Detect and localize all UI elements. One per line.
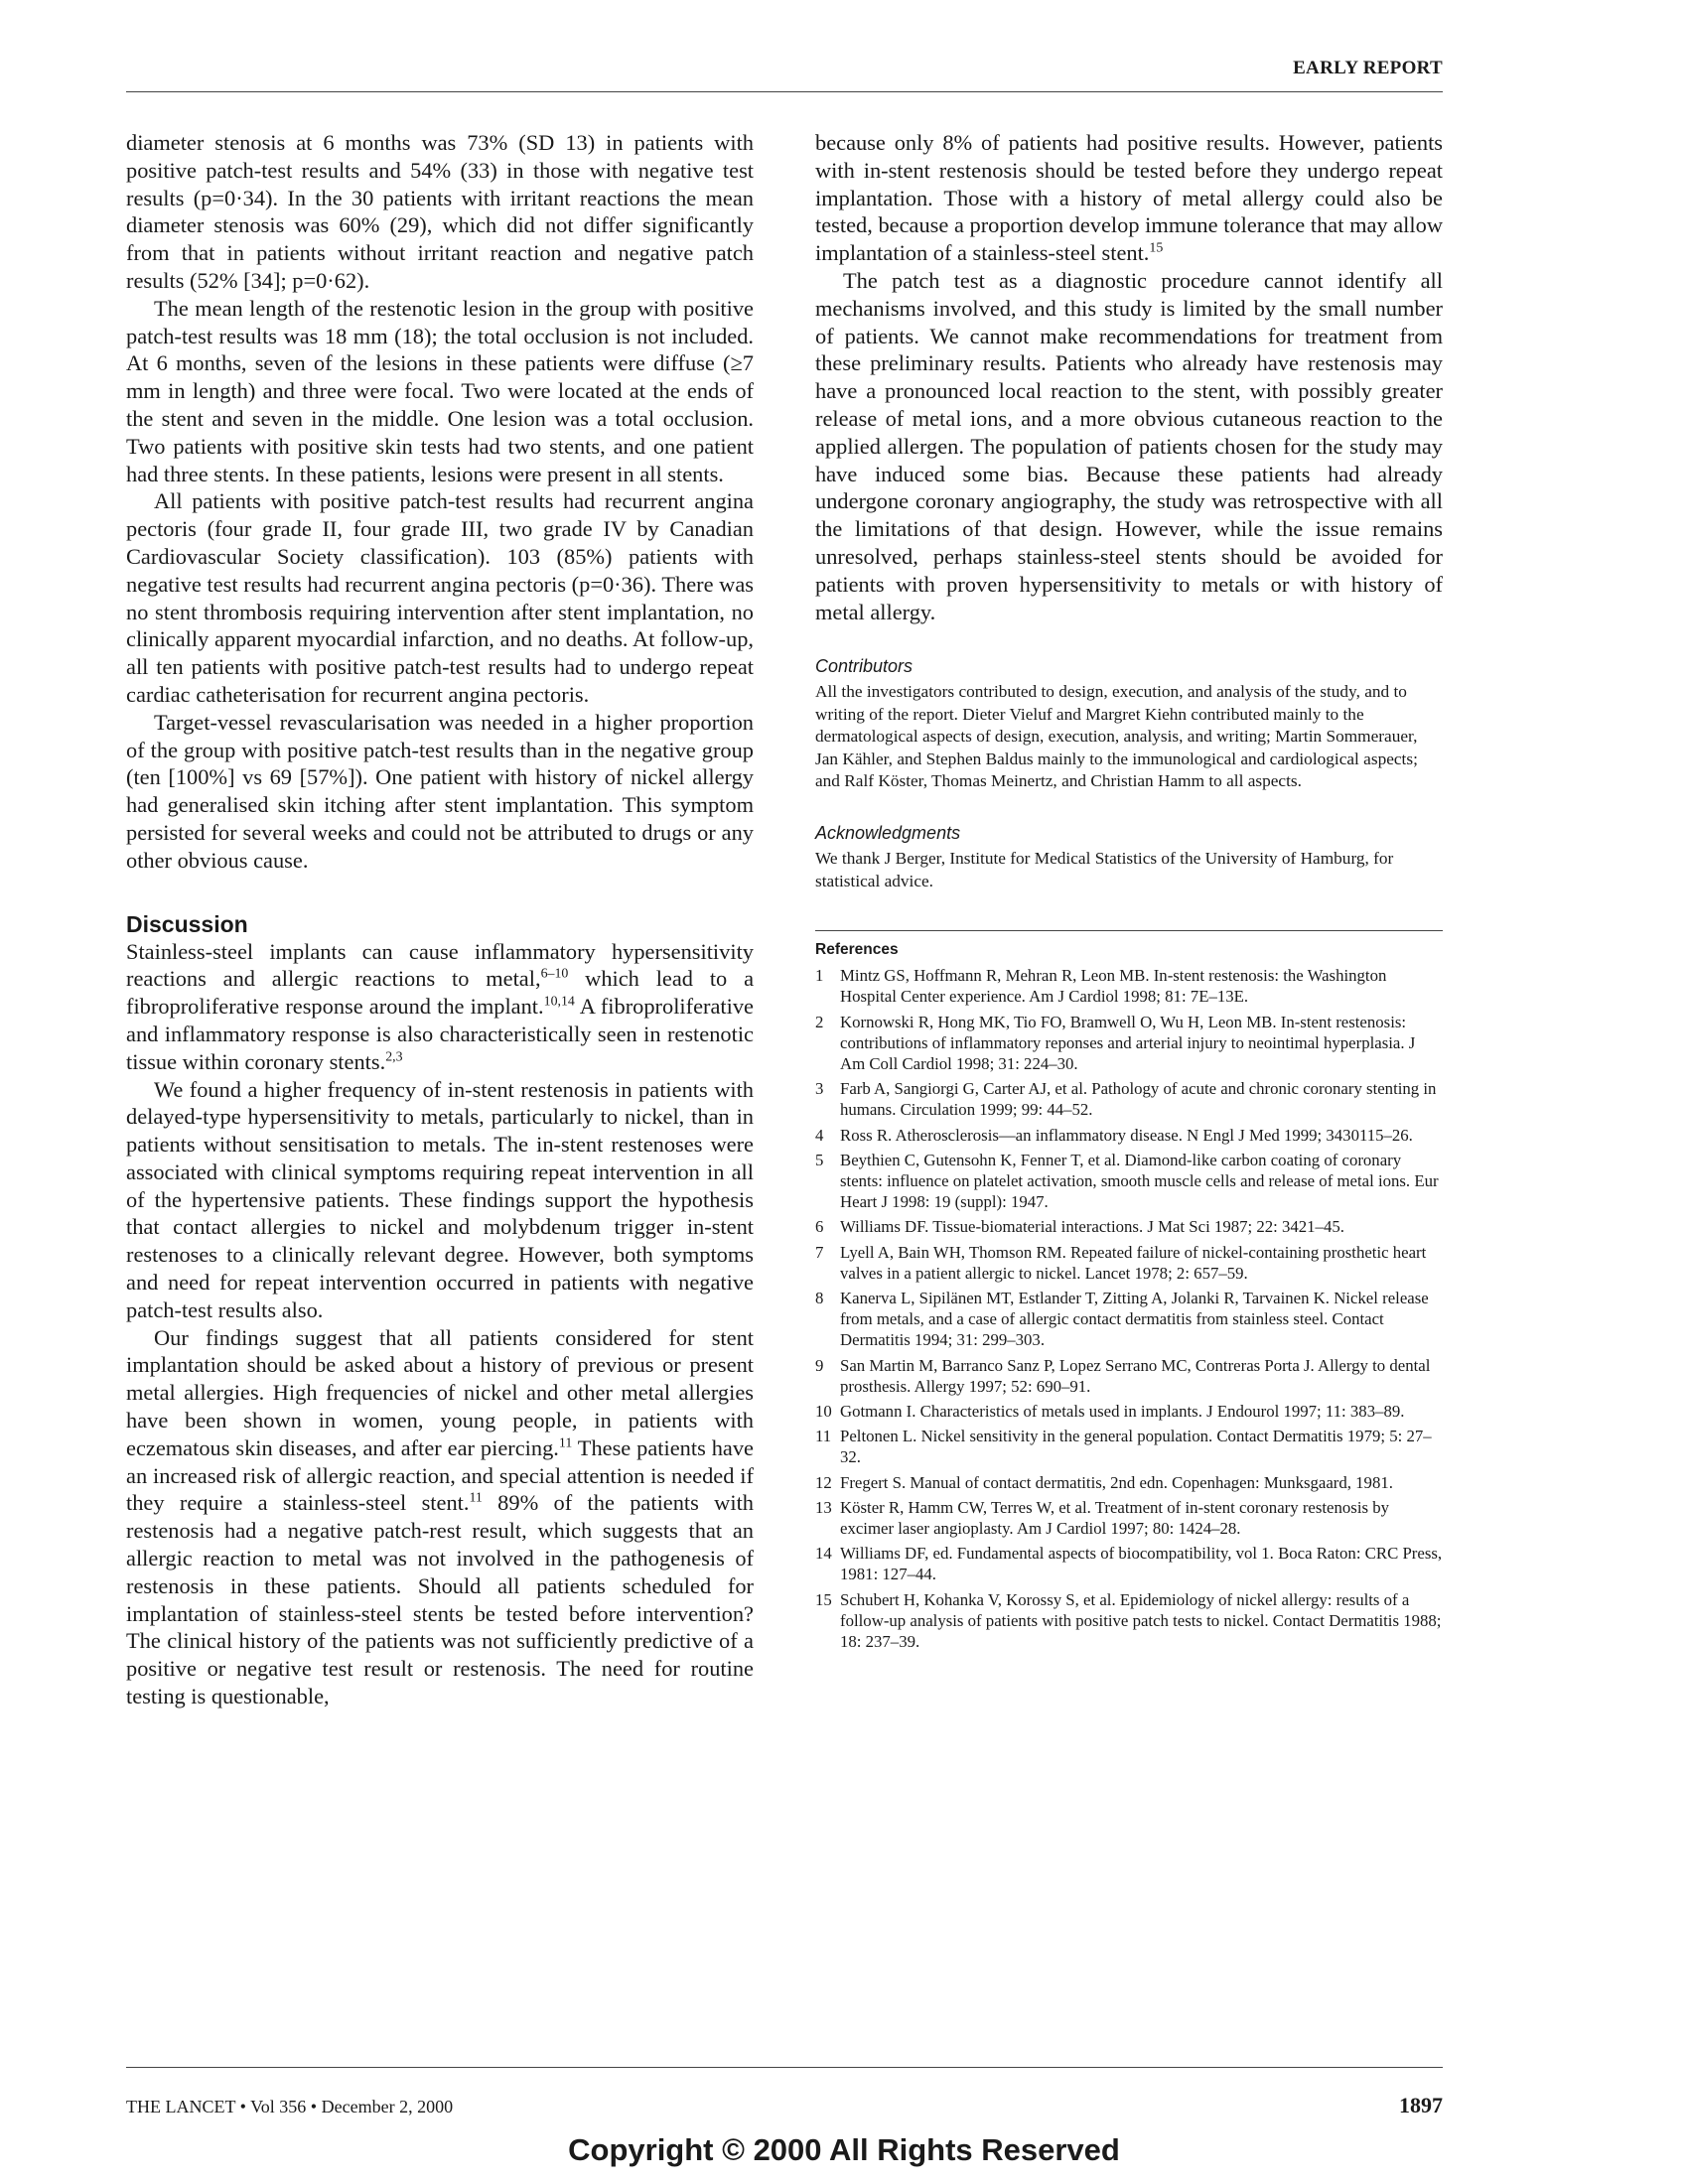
reference-number: 11 (815, 1427, 832, 1446)
results-paragraph: The mean length of the restenotic lesion in the group with positive patch-test results was 18 mm (18); the total occlusion is not included. At 6 months, seven of the lesions in these patients were diffuse (≥7 mm in length) and three were focal. Two were located at the ends of the stent and seven in the middle. One lesion was a total occlusion. Two patients with positive skin tests had two stents, and one patient had three stents. In these patients, lesions were present in all stents. (126, 295, 754, 486)
text-run: which lead to a fibroproliferative response around the implant. (126, 966, 755, 1020)
reference-item (815, 1242, 1443, 1284)
contributors-text: All the investigators contributed to design, execution, and analysis of the study, and to writing of the report. Dieter Vieluf and Margret Kiehn contributed mainly to the dermatological aspects of design, execution, analysis, and writing; Martin Sommerauer, Jan Kähler, and Stephen Baldus mainly to the immunological and cardiological aspects; and Ralf Köster, Thomas Meinertz, and Christian Hamm to all aspects. (815, 682, 1418, 790)
reference-number: 13 (815, 1497, 832, 1517)
reference-text: Gotmann I. Characteristics of metals used in implants. J Endourol 1997; 11: 383–89. (840, 1402, 1405, 1422)
reference-item (815, 1150, 1443, 1213)
reference-text: Beythien C, Gutensohn K, Fenner T, et al. Diamond-like carbon coating of coronary stents: influence on platelet activation, smooth muscle cells and release of metal ions. Eur Heart J 1998: 19 (suppl): 1947. (840, 1150, 1439, 1212)
right-column (815, 129, 1443, 1656)
reference-number: 8 (815, 1289, 824, 1308)
reference-text: Peltonen L. Nickel sensitivity in the general population. Contact Dermatitis 1979; 5: 27–32. (840, 1427, 1432, 1467)
reference-text: Fregert S. Manual of contact dermatitis, 2nd edn. Copenhagen: Munksgaard, 1981. (840, 1472, 1393, 1492)
reference-number: 10 (815, 1402, 832, 1422)
reference-item (815, 1078, 1443, 1120)
reference-item (815, 1543, 1443, 1584)
reference-item (815, 1355, 1443, 1397)
reference-number: 4 (815, 1125, 824, 1145)
citation-superscript: 2,3 (385, 1049, 403, 1065)
citation-superscript: 10,14 (543, 994, 575, 1010)
references-list (815, 965, 1443, 1652)
text-run: These patients have an increased risk of allergic reaction, and special attention is needed if they require a stainless-steel stent. (126, 1434, 754, 1516)
reference-text: Williams DF. Tissue-biomaterial interactions. J Mat Sci 1987; 22: 3421–45. (840, 1217, 1344, 1237)
reference-text: Williams DF, ed. Fundamental aspects of biocompatibility, vol 1. Boca Raton: CRC Press, 1981: 127–44. (840, 1544, 1443, 1584)
reference-number: 6 (815, 1217, 824, 1237)
text-run: because only 8% of patients had positive results. However, patients with in-stent restenosis should be tested before they undergo repeat implantation. Those with a history of metal allergy could also be tested, because a proportion develop immune tolerance that may allow implantation of a stainless-steel stent. (815, 130, 1443, 266)
reference-number: 2 (815, 1012, 824, 1031)
reference-item (815, 1216, 1443, 1237)
text-run: 89% of the patients with restenosis had a negative patch-rest result, which suggests that an allergic reaction to metal was not involved in the pathogenesis of restenosis in these patients. Should all patients scheduled for implantation of stainless-steel stents be tested before intervention? The clinical history of the patients was not sufficiently predictive of a positive or negative test result or restenosis. The need for routine testing is questionable, (126, 1490, 754, 1709)
acknowledgments-text: We thank J Berger, Institute for Medical Statistics of the University of Hamburg, for statistical advice. (815, 849, 1394, 890)
citation-superscript: 6–10 (540, 966, 569, 982)
references-heading: References (815, 941, 899, 959)
reference-item (815, 1589, 1443, 1653)
left-column (126, 129, 754, 1710)
reference-number: 9 (815, 1355, 824, 1375)
text-run: Our findings suggest that all patients considered for stent implantation should be asked about a history of previous or present metal allergies. High frequencies of nickel and other metal allergies have been shown in women, young people, in patients with eczematous skin diseases, and after ear piercing. (126, 1324, 754, 1460)
header-rule (126, 91, 1443, 92)
discussion-paragraph (815, 129, 1443, 267)
reference-number: 5 (815, 1150, 824, 1169)
reference-item (815, 1497, 1443, 1539)
reference-item (815, 965, 1443, 1007)
reference-number: 15 (815, 1589, 832, 1609)
text-run: A fibroproliferative and inflammatory response is also characteristically seen in restenotic tissue within coronary stents. (126, 994, 754, 1074)
reference-text: Ross R. Atherosclerosis—an inflammatory disease. N Engl J Med 1999; 3430115–26. (840, 1125, 1413, 1145)
text-run: Stainless-steel implants can cause inflammatory hypersensitivity reactions and allergic reactions to metal, (126, 938, 754, 992)
discussion-heading: Discussion (126, 910, 248, 937)
reference-text: Kanerva L, Sipilänen MT, Estlander T, Zitting A, Jolanki R, Tarvainen K. Nickel release from metals, and a case of allergic contact dermatitis from stainless steel. Contact Dermatitis 1994; 31: 299–303. (840, 1289, 1429, 1350)
reference-item (815, 1012, 1443, 1075)
citation-superscript: 11 (558, 1435, 573, 1451)
reference-text: Kornowski R, Hong MK, Tio FO, Bramwell O, Wu H, Leon MB. In-stent restenosis: contributions of inflammatory reponses and arterial injury to neointimal hyperplasia. J Am Coll Cardiol 1998; 31: 224–30. (840, 1012, 1416, 1073)
reference-number: 1 (815, 966, 824, 986)
discussion-paragraph (126, 1324, 754, 1710)
reference-text: Mintz GS, Hoffmann R, Mehran R, Leon MB. In-stent restenosis: the Washington Hospital Center experience. Am J Cardiol 1998; 81: 7E–13E. (840, 966, 1387, 1007)
reference-text: Farb A, Sangiorgi G, Carter AJ, et al. Pathology of acute and chronic coronary stenting in humans. Circulation 1999; 99: 44–52. (840, 1079, 1437, 1120)
reference-item (815, 1472, 1443, 1493)
results-paragraph: Target-vessel revascularisation was needed in a higher proportion of the group with positive patch-test results than in the negative group (ten [100%] vs 69 [57%]). One patient with history of nickel allergy had generalised skin itching after stent implantation. This symptom persisted for several weeks and could not be attributed to drugs or any other obvious cause. (126, 709, 754, 873)
reference-item (815, 1288, 1443, 1351)
acknowledgments-heading: Acknowledgments (815, 823, 961, 844)
citation-superscript: 15 (1149, 240, 1164, 256)
reference-number: 14 (815, 1544, 832, 1564)
reference-item (815, 1125, 1443, 1146)
reference-number: 3 (815, 1079, 824, 1099)
contributors-heading: Contributors (815, 656, 914, 677)
reference-item (815, 1426, 1443, 1467)
reference-text: San Martin M, Barranco Sanz P, Lopez Serrano MC, Contreras Porta J. Allergy to dental prosthesis. Allergy 1997; 52: 690–91. (840, 1355, 1431, 1396)
copyright-notice: Copyright © 2000 All Rights Reserved (568, 2132, 1120, 2167)
results-paragraph: All patients with positive patch-test results had recurrent angina pectoris (four grade II, four grade III, two grade IV by Canadian Cardiovascular Society classification). 103 (85%) patients with negative test results had recurrent angina pectoris (p=0·36). There was no stent thrombosis requiring intervention after stent implantation, no clinically apparent myocardial infarction, and no deaths. At follow-up, all ten patients with positive patch-test results had to undergo repeat cardiac catheterisation for recurrent angina pectoris. (126, 488, 754, 707)
reference-number: 7 (815, 1242, 824, 1262)
limitations-paragraph: The patch test as a diagnostic procedure cannot identify all mechanisms involved, and this study is limited by the small number of patients. We cannot make recommendations for treatment from these preliminary results. Patients who already have restenosis may have a pronounced local reaction to the stent, with possibly greater release of metal ions, and a more obvious cutaneous reaction to the applied allergen. The population of patients chosen for the study may have induced some bias. Because these patients had already undergone coronary angiography, the study was retrospective with all the limitations of that design. However, while the issue remains unresolved, perhaps stainless-steel stents should be avoided for patients with proven hypersensitivity to metals or with history of metal allergy. (815, 267, 1443, 624)
references-rule (815, 930, 1443, 931)
discussion-paragraph (126, 938, 754, 1076)
journal-citation: THE LANCET • Vol 356 • December 2, 2000 (126, 2097, 454, 2116)
citation-superscript: 11 (469, 1490, 483, 1506)
reference-text: Köster R, Hamm CW, Terres W, et al. Treatment of in-stent coronary restenosis by excimer laser angioplasty. Am J Cardiol 1997; 80: 1424–28. (840, 1497, 1389, 1539)
results-paragraph: diameter stenosis at 6 months was 73% (SD 13) in patients with positive patch-test results and 54% (33) in those with negative test results (p=0·34). In the 30 patients with irritant reactions the mean diameter stenosis was 60% (29), which did not differ significantly from that in patients without irritant reaction and negative patch results (52% [34]; p=0·62). (126, 130, 754, 293)
discussion-paragraph: We found a higher frequency of in-stent restenosis in patients with delayed-type hypersensitivity to metals, particularly to nickel, than in patients without sensitisation to metals. The in-stent restenoses were associated with clinical symptoms requiring repeat intervention in all of the hypertensive patients. These findings support the hypothesis that contact allergies to nickel and molybdenum trigger in-stent restenoses to a clinically relevant degree. However, both symptoms and need for repeat intervention occurred in patients with negative patch-test results also. (126, 1076, 754, 1322)
reference-number: 12 (815, 1472, 832, 1492)
reference-text: Schubert H, Kohanka V, Korossy S, et al. Epidemiology of nickel allergy: results of a follow-up analysis of patients with positive patch tests to nickel. Contact Dermatitis 1988; 18: 237–39. (840, 1589, 1442, 1652)
page-number: 1897 (1399, 2093, 1443, 2117)
footer-rule (126, 2067, 1443, 2068)
reference-item (815, 1401, 1443, 1422)
running-header: EARLY REPORT (1293, 58, 1443, 78)
reference-text: Lyell A, Bain WH, Thomson RM. Repeated failure of nickel-containing prosthetic heart valves in a patient allergic to nickel. Lancet 1978; 2: 657–59. (840, 1242, 1427, 1283)
